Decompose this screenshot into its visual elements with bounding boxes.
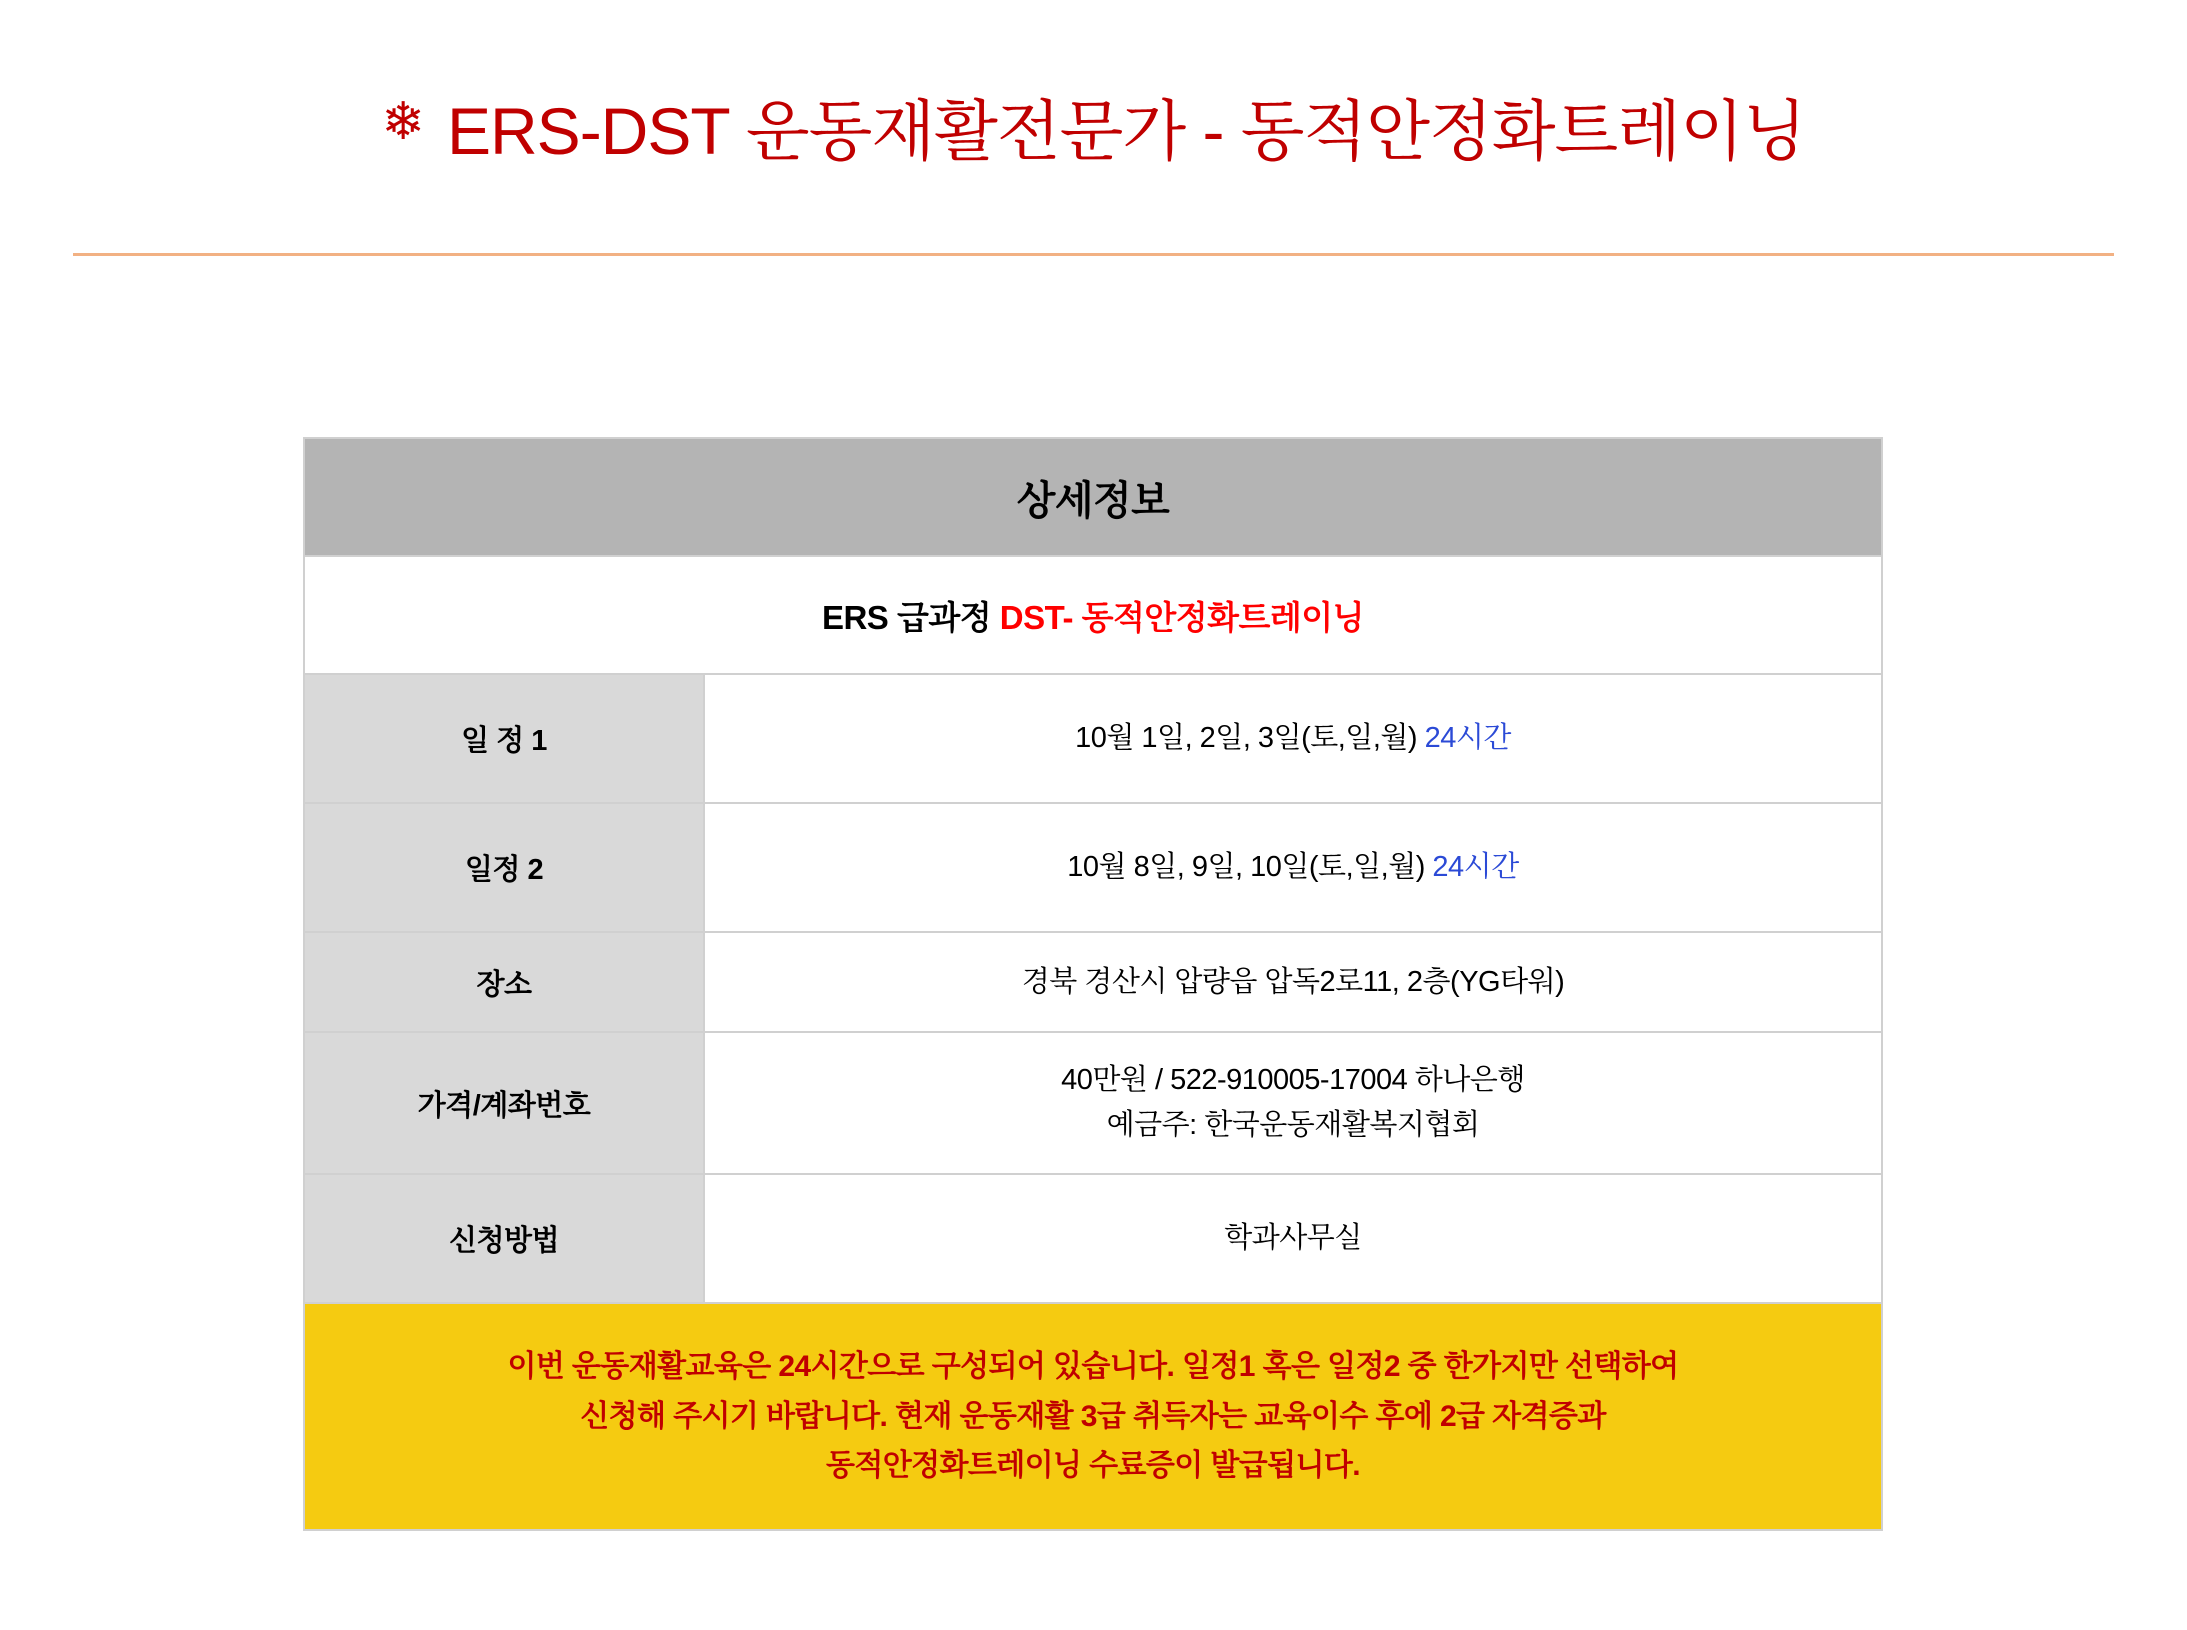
table-subtitle-cell [304, 556, 1882, 674]
table-row [304, 674, 1882, 803]
schedule-1-dates: 10월 1일, 2일, 3일(토,일,월) [1075, 722, 1425, 755]
row-label-schedule-2: 일정 2 [304, 803, 704, 932]
flower-bullet-icon: ❄ [381, 92, 425, 151]
subtitle-highlight: DST- 동적안정화트레이닝 [999, 598, 1365, 636]
notice-cell [304, 1303, 1882, 1530]
table-subtitle-row [304, 556, 1882, 674]
row-label-place: 장소 [304, 932, 704, 1032]
notice-line-3: 동적안정화트레이닝 수료증이 발급됩니다. [825, 1449, 1361, 1483]
schedule-1-hours: 24시간 [1424, 722, 1511, 755]
table-row [304, 1032, 1882, 1174]
row-value-price-account [704, 1032, 1882, 1174]
table-header-row [304, 438, 1882, 556]
table-row [304, 932, 1882, 1032]
schedule-2-dates: 10월 8일, 9일, 10일(토,일,월) [1067, 851, 1433, 884]
schedule-2-hours: 24시간 [1432, 851, 1519, 884]
page-title-text: ERS-DST 운동재활전문가 - 동적안정화트레이닝 [447, 94, 1806, 168]
table-header-cell: 상세정보 [304, 438, 1882, 556]
detail-info-table [303, 437, 1883, 1531]
page-title [0, 78, 2187, 173]
row-value-schedule-1 [704, 674, 1882, 803]
price-account-line1: 40만원 / 522-910005-17004 하나은행 [1061, 1064, 1525, 1097]
price-account-line2: 예금주: 한국운동재활복지협회 [1106, 1109, 1480, 1141]
row-label-apply-method: 신청방법 [304, 1174, 704, 1303]
table-row [304, 803, 1882, 932]
title-divider [73, 253, 2114, 256]
row-value-apply-method: 학과사무실 [704, 1174, 1882, 1303]
row-label-schedule-1: 일 정 1 [304, 674, 704, 803]
row-label-price-account: 가격/계좌번호 [304, 1032, 704, 1174]
row-value-schedule-2 [704, 803, 1882, 932]
notice-line-2: 신청해 주시기 바랍니다. 현재 운동재활 3급 취득자는 교육이수 후에 2급 자격증과 [580, 1399, 1606, 1433]
notice-line-1: 이번 운동재활교육은 24시간으로 구성되어 있습니다. 일정1 혹은 일정2 중 한가지만 선택하여 [507, 1350, 1679, 1384]
subtitle-prefix: ERS 급과정 [821, 598, 1000, 636]
notice-row [304, 1303, 1882, 1530]
row-value-place: 경북 경산시 압량읍 압독2로11, 2층(YG타워) [704, 932, 1882, 1032]
table-row [304, 1174, 1882, 1303]
